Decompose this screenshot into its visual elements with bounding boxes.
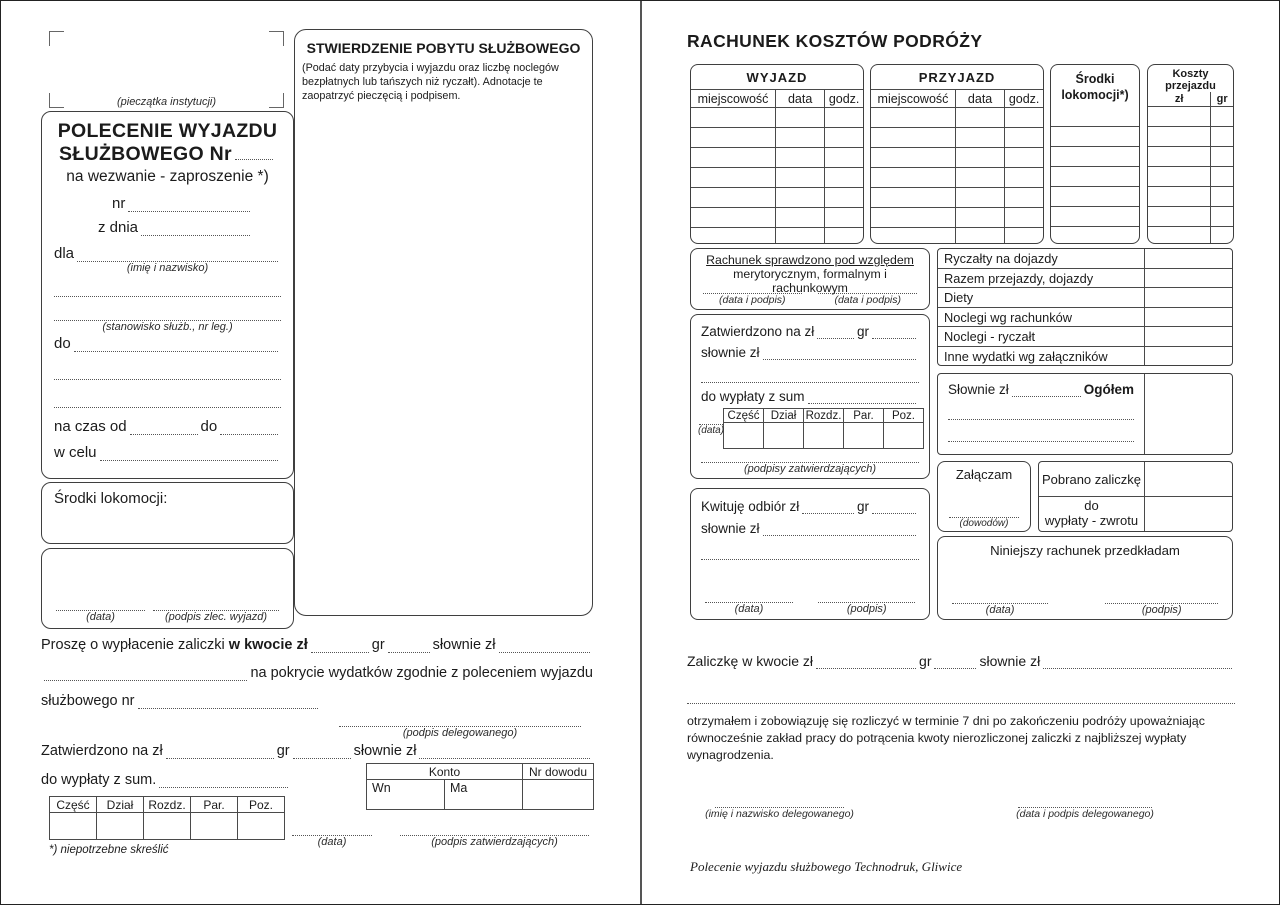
blank-line	[687, 691, 1235, 704]
arrival-header: PRZYJAZD	[871, 65, 1043, 90]
total-line1: Słownie zł Ogółem	[948, 382, 1134, 397]
costs-column-table	[1148, 92, 1233, 244]
order-podpis-sig: (podpis zlec. wyjazd)	[149, 598, 283, 623]
departure-empty-row	[691, 168, 863, 188]
attachments-box	[937, 461, 1031, 532]
transport-empty-row	[1051, 187, 1139, 207]
page-left	[1, 1, 640, 904]
departure-rows	[691, 108, 863, 245]
costs-empty-row	[1148, 107, 1233, 127]
costs-empty-row	[1148, 147, 1233, 167]
costs-column-header: Koszty przejazdu	[1165, 68, 1216, 93]
arrival-empty-row	[871, 208, 1043, 228]
departure-empty-row	[691, 228, 863, 245]
total-content	[938, 374, 1144, 442]
blank-line	[701, 547, 919, 560]
departure-empty-row	[691, 188, 863, 208]
name-blank	[77, 248, 278, 262]
approved-words-blank	[763, 346, 916, 360]
check-line1: Rachunek sprawdzono pod względem	[706, 253, 914, 267]
cost-items-table	[937, 248, 1233, 366]
nr-blank	[128, 198, 250, 212]
period-from-blank	[130, 421, 198, 435]
cost-item-amount	[1144, 347, 1232, 366]
approved-gr-blank	[872, 325, 916, 339]
total-box	[937, 373, 1233, 455]
order-signature-row	[52, 598, 283, 623]
approval-line2: do wypłaty z sum.	[41, 772, 291, 788]
check-sig1: (data i podpis)	[699, 285, 806, 306]
check-box	[690, 248, 930, 310]
travel-order-box	[41, 111, 294, 479]
advance-row2-amount	[1144, 497, 1232, 531]
date-blank	[141, 222, 250, 236]
approved-line2: słownie zł	[701, 345, 919, 360]
period-to-blank	[220, 421, 278, 435]
costs-empty-row	[1148, 227, 1233, 245]
approval-date-sig: (data)	[288, 825, 376, 848]
funds-source-blank	[808, 390, 916, 404]
transport-column-table	[1051, 107, 1139, 244]
departure-empty-row	[691, 108, 863, 128]
approved-gr-blank	[293, 745, 351, 759]
cost-item-row	[938, 288, 1232, 308]
attachments-sig: (dowodów)	[945, 509, 1023, 529]
total-words-blank	[1012, 383, 1081, 397]
budget-header-cell: Rozdz.	[144, 797, 191, 813]
advance-request-line1: Proszę o wypłacenie zaliczki w kwocie zł gr słownie zł	[41, 637, 593, 653]
purpose-blank	[100, 447, 278, 461]
settlement-section	[687, 653, 1235, 764]
transport-label: Środki lokomocji:	[54, 490, 168, 507]
departure-table	[691, 65, 863, 244]
advance-request	[41, 637, 593, 739]
submit-date-sig: (data)	[948, 595, 1052, 616]
arrival-subheader-cell: godz.	[1005, 90, 1043, 108]
konto-header: Konto	[367, 764, 523, 780]
approved-words-blank	[419, 745, 590, 759]
check-sig2: (data i podpis)	[814, 285, 921, 306]
cost-item-row	[938, 269, 1232, 289]
cost-item-label: Razem przejazdy, dojazdy	[944, 270, 1094, 286]
nr-dowodu-header: Nr dowodu	[523, 764, 594, 780]
budget-header-cell: Część	[724, 409, 764, 423]
konto-table	[366, 763, 594, 810]
transport-empty-row	[1051, 167, 1139, 187]
arrival-empty-row	[871, 128, 1043, 148]
approved-amount-blank	[817, 325, 854, 339]
cost-item-label: Noclegi - ryczałt	[944, 329, 1036, 344]
arrival-empty-row	[871, 148, 1043, 168]
departure-empty-row	[691, 208, 863, 228]
approved-date-sig: (data)	[695, 418, 727, 436]
departure-table-box	[690, 64, 864, 244]
blank-line	[54, 395, 281, 408]
nr-dowodu-cell	[523, 780, 594, 810]
cost-item-amount	[1144, 269, 1232, 288]
cost-item-row	[938, 308, 1232, 328]
receipt-amount-blank	[802, 500, 854, 514]
costs-rows	[1148, 107, 1233, 245]
transport-empty-row	[1051, 227, 1139, 245]
settlement-gr-blank	[934, 655, 976, 669]
advance-row2-label: do wypłaty - zwrotu	[1044, 498, 1139, 528]
settlement-amount-blank	[816, 655, 916, 669]
advance-request-line2: na pokrycie wydatków zgodnie z poleceniem wyjazdu	[41, 665, 593, 681]
settlement-words-blank	[1043, 655, 1232, 669]
amount-blank	[311, 639, 369, 653]
approved-signature-sig: (podpisy zatwierdzających)	[701, 454, 919, 475]
name-caption: (imię i nazwisko)	[126, 261, 209, 274]
stamp-corner-mark	[269, 31, 284, 46]
transport-empty-row	[1051, 107, 1139, 127]
budget-empty-row	[724, 423, 924, 449]
transport-column-box	[1050, 64, 1140, 244]
cost-item-row	[938, 249, 1232, 269]
date-blank-line	[56, 598, 145, 611]
stay-note: (Podać daty przybycia i wyjazdu oraz liczbę noclegów bezpłatnych lub tańszych niż ryczałt). Adnotacje te zaopatrzyć pieczęcią i podpisem.	[302, 62, 559, 103]
costs-empty-row	[1148, 207, 1233, 227]
arrival-empty-row	[871, 188, 1043, 208]
submit-signatures	[948, 595, 1222, 616]
budget-header-cell: Część	[50, 797, 97, 813]
budget-header-row	[724, 409, 924, 423]
receipt-line1: Kwituję odbiór zł gr	[701, 499, 919, 514]
budget-header-row	[50, 797, 285, 813]
order-nr-row: nr	[112, 195, 253, 212]
costs-column-box	[1147, 64, 1234, 244]
transport-column-header: Środki lokomocji*)	[1061, 72, 1129, 103]
budget-header-cell: Dział	[97, 797, 144, 813]
order-period-row: na czas od do	[54, 418, 281, 435]
blank-line	[54, 367, 281, 380]
institution-stamp-area	[49, 31, 284, 108]
arrival-table-box	[870, 64, 1044, 244]
cost-item-amount	[1144, 308, 1232, 327]
order-signature-box	[41, 548, 294, 629]
budget-header-cell: Rozdz.	[804, 409, 844, 423]
budget-table-right	[723, 408, 924, 449]
funds-source-blank	[159, 774, 288, 788]
order-purpose-row: w celu	[54, 444, 281, 461]
receipt-box	[690, 488, 930, 620]
stamp-caption: (pieczątka instytucji)	[116, 96, 217, 108]
stay-title: STWIERDZENIE POBYTU SŁUŻBOWEGO	[306, 40, 581, 56]
departure-subheader-cell: data	[775, 90, 824, 108]
cost-item-amount	[1144, 288, 1232, 307]
stamp-corner-mark	[49, 31, 64, 46]
transport-empty-row	[1051, 207, 1139, 227]
order-number-blank	[235, 146, 273, 160]
departure-subheader-cell: miejscowość	[691, 90, 775, 108]
costs-empty-row	[1148, 187, 1233, 207]
page-title: RACHUNEK KOSZTÓW PODRÓŻY	[687, 31, 983, 51]
cost-item-label: Inne wydatki wg załączników	[944, 348, 1108, 364]
approved-line1: Zatwierdzono na zł gr	[701, 324, 919, 339]
blank-line	[54, 308, 281, 321]
signature-blank-line	[400, 825, 589, 836]
submit-title: Niniejszy rachunek przedkładam	[990, 543, 1180, 558]
departure-empty-row	[691, 148, 863, 168]
total-amount-cell	[1144, 374, 1232, 454]
gr-blank	[388, 639, 430, 653]
destination-blank	[74, 338, 278, 352]
receipt-signatures	[701, 594, 919, 615]
advance-row2	[1039, 497, 1232, 531]
budget-header-cell: Par.	[191, 797, 238, 813]
arrival-rows	[871, 108, 1043, 245]
cost-item-label: Noclegi wg rachunków	[944, 309, 1073, 325]
cost-item-amount	[1144, 249, 1232, 268]
order-date-row: z dnia	[98, 219, 253, 236]
zl-header: zł	[1148, 92, 1211, 107]
order-title-line2: SŁUŻBOWEGO Nr	[54, 143, 281, 166]
budget-header-cell: Dział	[764, 409, 804, 423]
arrival-table	[871, 65, 1043, 244]
order-no-blank	[138, 695, 319, 709]
transport-empty-row	[1051, 127, 1139, 147]
blank-line	[54, 284, 281, 297]
delegate-signature: (podpis delegowanego)	[335, 714, 585, 739]
order-to-row: do	[54, 335, 281, 352]
order-title-line1: POLECENIE WYJAZDU	[57, 120, 278, 142]
advance-row1-amount	[1144, 462, 1232, 496]
departure-subheader-row	[691, 90, 863, 108]
advance-request-line3: służbowego nr	[41, 693, 321, 709]
transport-empty-row	[1051, 147, 1139, 167]
position-caption: (stanowisko służb., nr leg.)	[102, 320, 233, 333]
page-right	[640, 1, 1280, 904]
attachments-label: Załączam	[955, 467, 1013, 482]
settlement-line1: Zaliczkę w kwocie zł gr słownie zł	[687, 653, 1235, 669]
costs-empty-row	[1148, 167, 1233, 187]
costs-empty-row	[1148, 127, 1233, 147]
advance-taken-box	[1038, 461, 1233, 532]
delegate-name-sig: (imię i nazwisko delegowanego)	[697, 799, 862, 820]
advance-row1	[1039, 462, 1232, 497]
budget-empty-row	[50, 813, 285, 840]
amount-words-blank	[499, 639, 590, 653]
blank-line	[948, 429, 1134, 442]
departure-header: WYJAZD	[691, 65, 863, 90]
approved-amount-blank	[166, 745, 274, 759]
order-date-sig: (data)	[52, 598, 149, 623]
settlement-paragraph: otrzymałem i zobowiązuję się rozliczyć w terminie 7 dni po zakończeniu podróży upoważniając równocześnie zakład pracy do potrącenia kwoty nierozliczonej zaliczki z najbliższej wypłaty wynagrodzenia.	[687, 714, 1205, 763]
approval-signature-sig: (podpis zatwierdzających)	[396, 825, 593, 848]
arrival-empty-row	[871, 108, 1043, 128]
order-for-row: dla	[54, 245, 281, 262]
budget-header-cell: Par.	[844, 409, 884, 423]
receipt-words-blank	[763, 522, 916, 536]
check-line2: merytorycznym, formalnym i rachunkowym	[733, 267, 887, 295]
departure-subheader-cell: godz.	[825, 90, 863, 108]
advance-row1-label: Pobrano zaliczkę	[1042, 471, 1141, 487]
cost-item-label: Ryczałty na dojazdy	[944, 251, 1058, 266]
blank-line	[701, 370, 919, 383]
delegate-date-sig: (data i podpis delegowanego)	[1010, 799, 1160, 820]
gr-header: gr	[1211, 92, 1233, 107]
cost-item-row	[938, 327, 1232, 347]
cost-item-label: Diety	[944, 290, 974, 305]
stay-confirmation-box	[294, 29, 593, 616]
approved-line3: do wypłaty z sum	[701, 389, 919, 404]
wn-cell: Wn	[367, 780, 445, 810]
blank-line	[948, 407, 1134, 420]
transport-box	[41, 482, 294, 544]
approval-line1: Zatwierdzono na zł gr słownie zł	[41, 743, 593, 759]
transport-rows	[1051, 107, 1139, 244]
cost-item-row	[938, 347, 1232, 366]
receipt-gr-blank	[872, 500, 916, 514]
departure-empty-row	[691, 128, 863, 148]
cost-item-amount	[1144, 327, 1232, 346]
receipt-date-sig: (data)	[701, 594, 797, 615]
receipt-line2: słownie zł	[701, 521, 919, 536]
arrival-empty-row	[871, 228, 1043, 245]
ma-cell: Ma	[445, 780, 523, 810]
budget-header-cell: Poz.	[884, 409, 924, 423]
arrival-subheader-cell: data	[955, 90, 1004, 108]
budget-header-cell: Poz.	[238, 797, 285, 813]
arrival-empty-row	[871, 168, 1043, 188]
arrival-subheader-cell: miejscowość	[871, 90, 955, 108]
footnote: *) niepotrzebne skreślić	[49, 844, 169, 856]
submit-box	[937, 536, 1233, 620]
print-footer: Polecenie wyjazdu służbowego Technodruk, Gliwice	[690, 859, 963, 874]
order-subtitle: na wezwanie - zaproszenie *)	[66, 167, 269, 185]
receipt-podpis-sig: (podpis)	[814, 594, 919, 615]
order-title	[54, 120, 281, 167]
date-blank-line	[292, 825, 372, 836]
signature-blank-line	[339, 714, 581, 727]
check-signatures	[699, 285, 921, 306]
approved-box	[690, 314, 930, 479]
signature-blank-line	[153, 598, 279, 611]
budget-table-left	[49, 796, 285, 840]
continuation-blank	[44, 667, 247, 681]
submit-podpis-sig: (podpis)	[1101, 595, 1222, 616]
arrival-subheader-row	[871, 90, 1043, 108]
